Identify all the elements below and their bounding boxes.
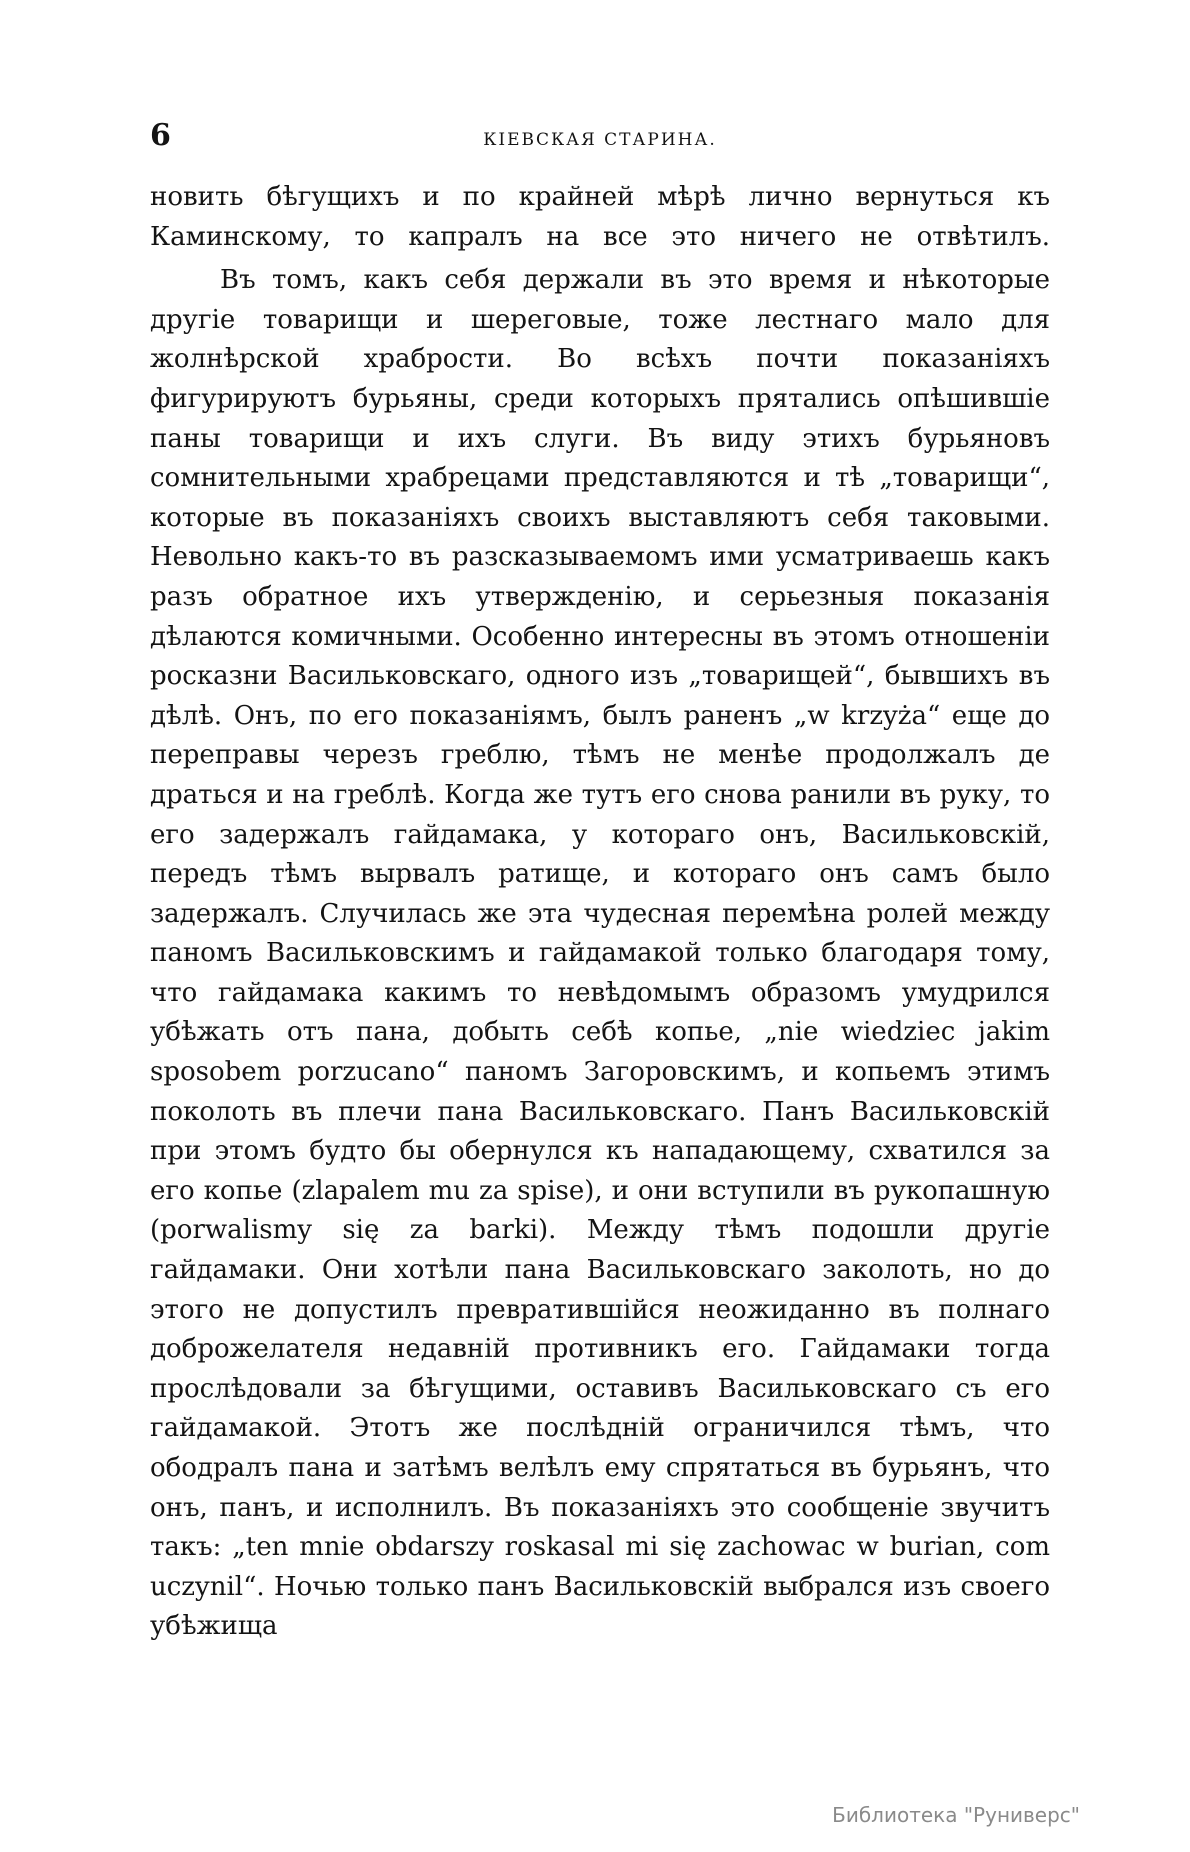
paragraph-main: Въ томъ, какъ себя держали въ это время и нѣкоторые другіе товарищи и шереговые, тоже лестнаго мало для жолнѣрской храбрости. Во всѣхъ почти показаніяхъ фигурируютъ бурьяны, среди которыхъ прятались опѣшившіе паны товарищи и ихъ слуги. Въ виду этихъ бурьяновъ сомнительными храбрецами представляются и тѣ „товарищи“, которые въ показаніяхъ своихъ выставляютъ себя таковыми. Невольно какъ-то въ разсказываемомъ ими усматриваешь какъ разъ обратное ихъ утвержденію, и серьезныя показанія дѣлаются комичными. Особенно интересны въ этомъ отношеніи росказни Васильковскаго, одного изъ „товарищей“, бывшихъ въ дѣлѣ. Онъ, по его показаніямъ, былъ раненъ „w krzyża“ еще до переправы черезъ греблю, тѣмъ не менѣе продолжалъ де драться и на греблѣ. Когда же тутъ его снова ранили въ руку, то его задержалъ гайдамака, у котораго онъ, Васильковскій, передъ тѣмъ вырвалъ ратище, и котораго онъ самъ было задержалъ. Случилась же эта чудесная перемѣна ролей между паномъ Васильковскимъ и гайдамакой только благодаря тому, что гайдамака какимъ то невѣдомымъ образомъ умудрился убѣжать отъ пана, добыть себѣ копье, „nie wiedziec jakim sposobem porzucano“ паномъ Загоровскимъ, и копьемъ этимъ поколоть въ плечи пана Васильковскаго. Панъ Васильковскій при этомъ будто бы обернулся къ нападающему, схватился за его копье (zlapalem mu za spise), и они вступили въ рукопашную (porwalismy się za barki). Между тѣмъ подошли другіе гайдамаки. Они хотѣли пана Васильковскаго заколоть, но до этого не допустилъ превратившійся неожиданно въ полнаго доброжелателя недавній противникъ его. Гайдамаки тогда прослѣдовали за бѣгущими, оставивъ Васильковскаго съ его гайдамакой. Этотъ же послѣдній ограничился тѣмъ, что ободралъ пана и затѣмъ велѣлъ ему спрятаться въ бурьянъ, что онъ, панъ, и исполнилъ. Въ показаніяхъ это сообщеніе звучитъ такъ: „ten mnie obdarszy roskasal mi się zachowac w burian, com uczynil“. Ночью только панъ Васильковскій выбрался изъ своего убѣжища [150,265,1050,1642]
page-number: 6 [150,118,171,153]
page-header [150,118,1050,158]
library-watermark: Библиотека "Руниверс" [832,1803,1080,1827]
text-body [150,178,1050,1651]
paragraph-continued: новить бѣгущихъ и по крайней мѣрѣ лично вернуться къ Каминскому, то капралъ на все это ничего не отвѣтилъ. [150,182,1050,252]
running-title: КІЕВСКАЯ СТАРИНА. [483,130,717,150]
